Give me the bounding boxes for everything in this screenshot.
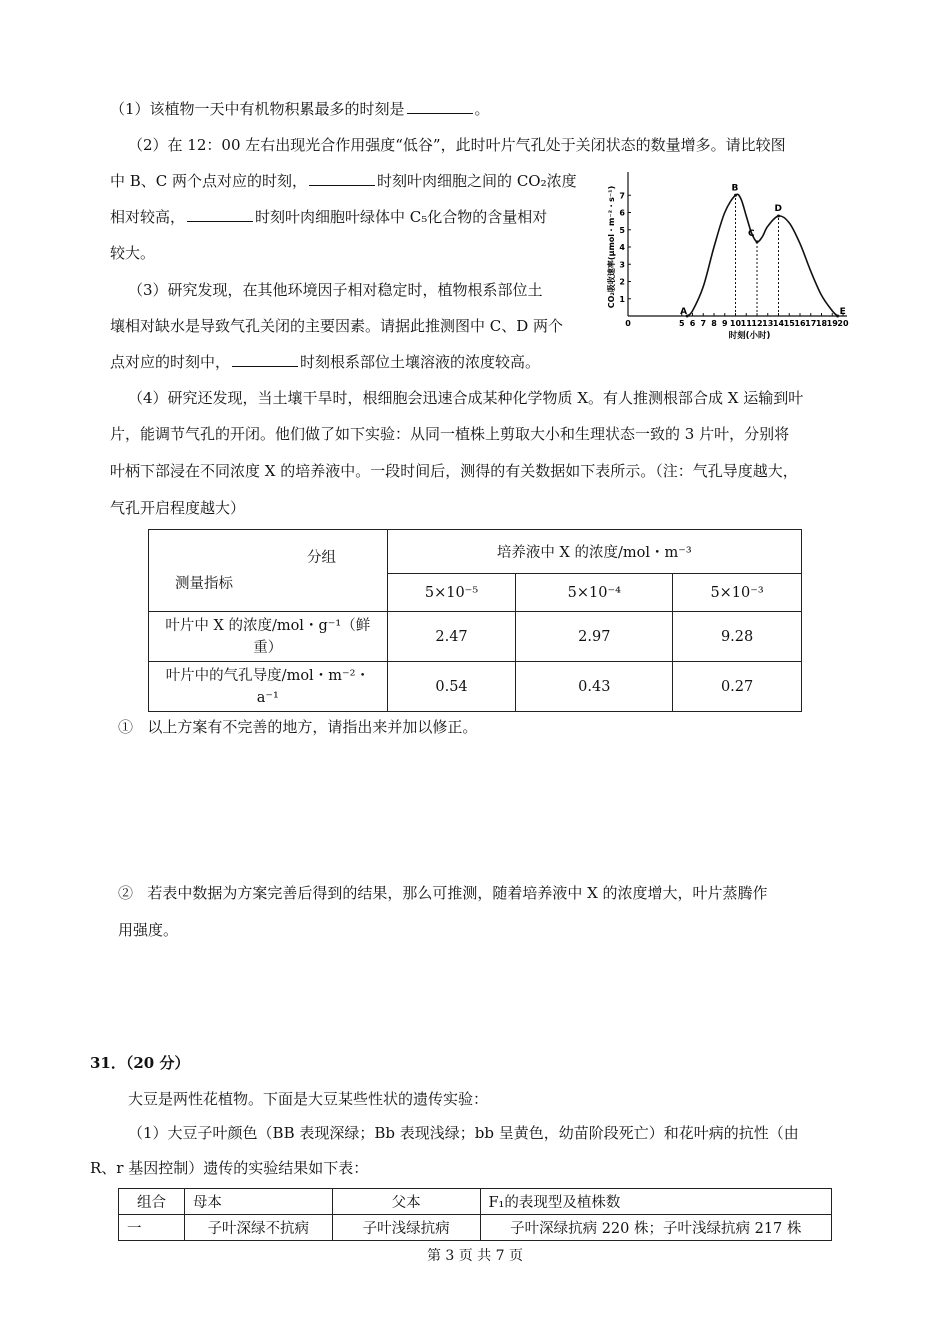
point-label: B (731, 183, 739, 194)
q2-text-c: 相对较高， (110, 208, 186, 226)
q31-p1-line1: （1）大豆子叶颜色（BB 表现深绿；Bb 表现浅绿；bb 呈黄色，幼苗阶段死亡）和花叶病的抗性（由 (128, 1124, 799, 1142)
genetics-table (118, 1188, 832, 1241)
y-tick-label: 7 (619, 191, 625, 201)
q2-text-d: 时刻叶肉细胞叶绿体中 C₅化合物的含量相对 (255, 208, 548, 226)
x-tick-label: 8 (711, 319, 717, 328)
sub1-line (118, 716, 477, 738)
answer-blank[interactable] (407, 99, 473, 114)
sub1-text: 以上方案有不完善的地方，请指出来并加以修正。 (147, 718, 478, 736)
y-tick-label: 2 (619, 277, 625, 287)
col-header: 5×10⁻⁴ (516, 574, 673, 612)
q3-line3 (110, 351, 540, 373)
q2-line1: （2）在 12：00 左右出现光合作用强度“低谷”，此时叶片气孔处于关闭状态的数量增多。请比较图 (128, 136, 786, 154)
q1-end: 。 (474, 100, 490, 118)
x-tick-label: 12 (751, 319, 763, 328)
x-tick-label: 10 (729, 319, 742, 328)
y-tick-label: 1 (619, 294, 625, 304)
x-axis-label: 时刻(小时) (728, 331, 771, 341)
q2-text-b: 时刻叶肉细胞之间的 CO₂浓度 (377, 172, 577, 190)
sub2-text: 若表中数据为方案完善后得到的结果，那么可推测，随着培养液中 X 的浓度增大，叶片蒸腾作 (147, 884, 768, 902)
answer-blank[interactable] (232, 352, 298, 367)
point-label: A (680, 307, 688, 317)
cell: 9.28 (673, 612, 802, 662)
x-tick-label: 20 (837, 319, 849, 328)
x-tick-label: 11 (740, 319, 752, 328)
cell: 子叶深绿抗病 220 株；子叶浅绿抗病 217 株 (480, 1215, 832, 1241)
x-tick-label: 9 (721, 319, 728, 328)
x-tick-label: 7 (700, 319, 707, 328)
group-header: 培养液中 X 的浓度/mol・m⁻³ (387, 530, 801, 574)
x-tick-label: 14 (772, 319, 785, 328)
sub2-line1 (118, 882, 768, 904)
data-point (777, 214, 780, 217)
x-tick-label: 13 (762, 319, 774, 328)
q2-line4: 较大。 (110, 244, 156, 262)
q2-line2 (110, 170, 577, 192)
q3-text-a: 点对应的时刻中， (110, 353, 231, 371)
q3-text-b: 时刻根系部位土壤溶液的浓度较高。 (300, 353, 541, 371)
col-header: 组合 (119, 1189, 185, 1215)
x-tick-label: 19 (826, 319, 838, 328)
cell: 一 (119, 1215, 185, 1241)
y-tick-label: 3 (619, 260, 625, 270)
q4-line1: （4）研究还发现，当土壤干旱时，根细胞会迅速合成某种化学物质 X。有人推测根部合成 X 运输到叶 (128, 389, 804, 407)
data-point (734, 194, 737, 197)
sub2-line2: 用强度。 (118, 921, 179, 939)
q3-line1: （3）研究发现，在其他环境因子相对稳定时，植物根系部位土 (128, 281, 543, 299)
col-header: 父本 (332, 1189, 480, 1215)
cell: 2.47 (387, 612, 516, 662)
q2-text-a: 中 B、C 两个点对应的时刻， (110, 172, 308, 190)
table-row (149, 612, 802, 662)
sub1-number: ① (118, 718, 134, 736)
sub2-number: ② (118, 884, 134, 902)
cell: 子叶深绿不抗病 (184, 1215, 332, 1241)
x-tick-label: 18 (815, 319, 828, 328)
x-tick-label: 15 (783, 319, 795, 328)
q2-line3 (110, 206, 547, 228)
q31-title: 31．（20 分） (90, 1054, 190, 1072)
table-row (149, 662, 802, 712)
corner-top-label: 分组 (307, 550, 336, 566)
y-tick-label: 4 (619, 243, 625, 252)
co2-absorption-chart (606, 170, 852, 348)
q3-line2: 壤相对缺水是导致气孔关闭的主要因素。请据此推测图中 C、D 两个 (110, 317, 564, 335)
x-tick-label: 6 (689, 319, 696, 328)
y-tick-label: 6 (619, 208, 625, 218)
x-tick-label: 16 (794, 319, 806, 328)
cell: 0.54 (387, 662, 516, 712)
table-row (119, 1215, 832, 1241)
row-label: 叶片中 X 的浓度/mol・g⁻¹（鲜重） (149, 612, 388, 662)
q4-line4: 气孔开启程度越大） (110, 499, 246, 517)
point-label: E (839, 307, 846, 317)
col-header: F₁的表现型及植株数 (480, 1189, 832, 1215)
table-corner-cell (149, 530, 388, 612)
col-header: 母本 (184, 1189, 332, 1215)
q1-text: （1）该植物一天中有机物积累最多的时刻是 (110, 100, 405, 118)
x-tick-label: 5 (678, 319, 685, 328)
cell: 2.97 (516, 612, 673, 662)
q4-line3: 叶柄下部浸在不同浓度 X 的培养液中。一段时间后，测得的有关数据如下表所示。（注：气孔导度越大， (110, 462, 798, 480)
x-tick-label: 17 (805, 319, 817, 328)
q31-p1-line2: R、r 基因控制）遗传的实验结果如下表： (90, 1159, 369, 1177)
q1-line (110, 98, 490, 120)
col-header: 5×10⁻⁵ (387, 574, 516, 612)
point-label: D (774, 203, 782, 214)
row-label: 叶片中的气孔导度/mol・m⁻²・a⁻¹ (149, 662, 388, 712)
corner-bottom-label: 测量指标 (175, 576, 233, 592)
experiment-table (148, 529, 802, 712)
y-axis-label: CO₂吸收速率(μmol・m⁻²・s⁻¹) (607, 185, 616, 309)
answer-blank[interactable] (309, 171, 375, 186)
page-footer: 第 3 页 共 7 页 (426, 1248, 524, 1264)
cell: 子叶浅绿抗病 (332, 1215, 480, 1241)
col-header: 5×10⁻³ (673, 574, 802, 612)
data-point (756, 240, 759, 243)
cell: 0.43 (516, 662, 673, 712)
q31-intro: 大豆是两性花植物。下面是大豆某些性状的遗传实验： (128, 1090, 489, 1108)
x-tick-label: 0 (625, 319, 631, 328)
y-tick-label: 5 (619, 225, 625, 235)
co2-curve (687, 194, 838, 316)
point-label: C (748, 228, 755, 239)
answer-blank[interactable] (187, 207, 253, 222)
q4-line2: 片，能调节气孔的开闭。他们做了如下实验：从同一植株上剪取大小和生理状态一致的 3 片叶，分别将 (110, 425, 790, 443)
cell: 0.27 (673, 662, 802, 712)
